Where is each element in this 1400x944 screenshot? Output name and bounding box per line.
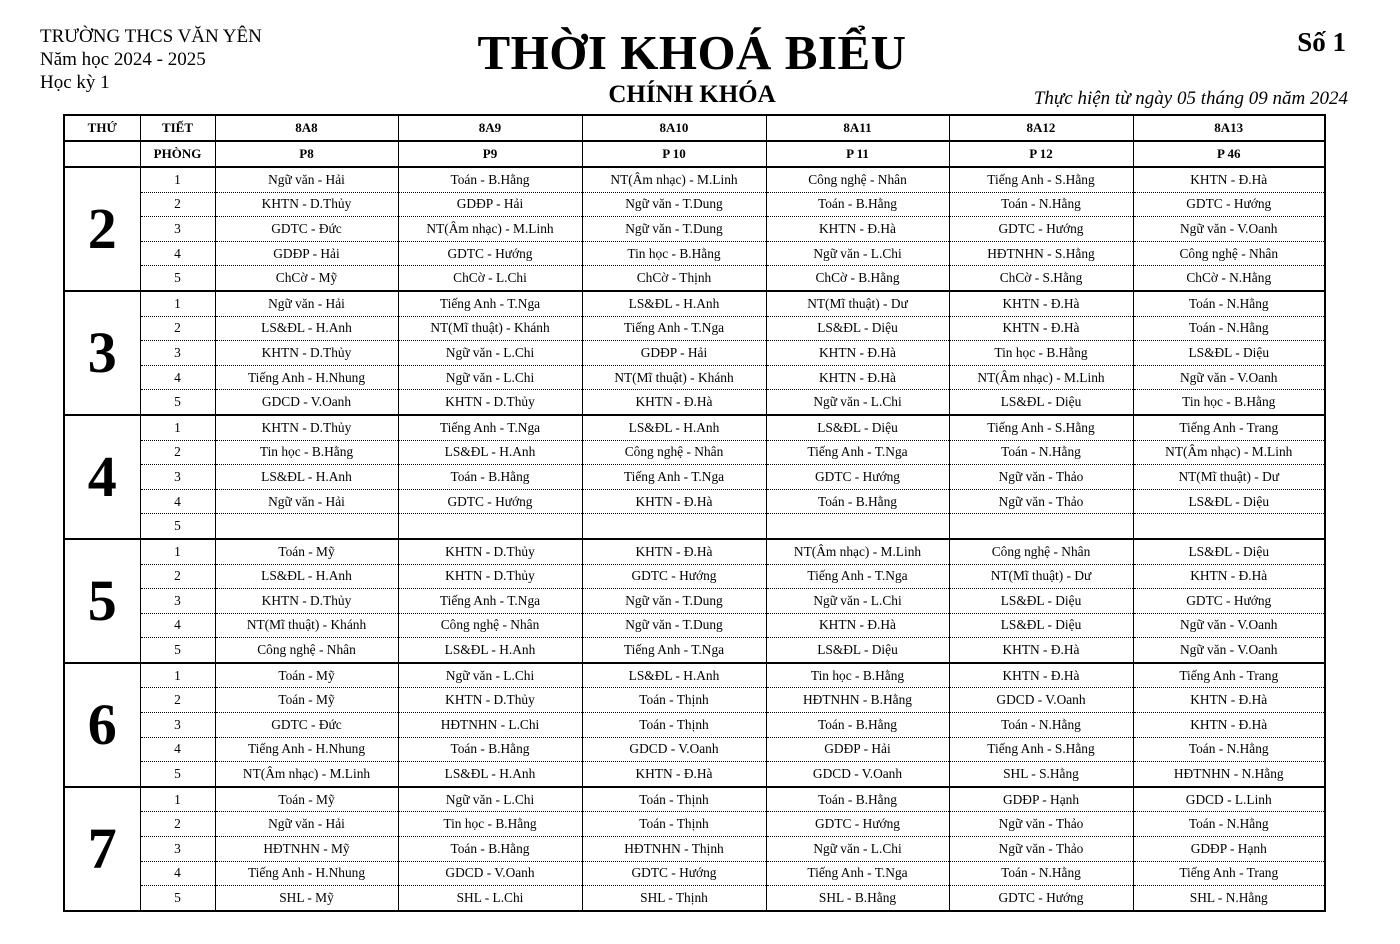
lesson-cell: Tiếng Anh - T.Nga xyxy=(766,440,949,465)
lesson-cell: LS&ĐL - H.Anh xyxy=(398,638,582,663)
lesson-cell: HĐTNHN - Mỹ xyxy=(215,837,398,862)
lesson-cell: HĐTNHN - Thịnh xyxy=(582,837,766,862)
lesson-cell: Ngữ văn - Hải xyxy=(215,812,398,837)
period-row xyxy=(64,465,1325,490)
lesson-cell: Tiếng Anh - T.Nga xyxy=(398,589,582,614)
lesson-cell: Ngữ văn - Hải xyxy=(215,489,398,514)
lesson-cell: HĐTNHN - L.Chi xyxy=(398,713,582,738)
page-subtitle: CHÍNH KHÓA xyxy=(608,81,776,108)
lesson-cell: NT(Mĩ thuật) - Dư xyxy=(1133,465,1325,490)
lesson-cell: KHTN - D.Thủy xyxy=(215,192,398,217)
lesson-cell: KHTN - Đ.Hà xyxy=(1133,688,1325,713)
lesson-cell: Ngữ văn - T.Dung xyxy=(582,613,766,638)
period-number: 4 xyxy=(140,737,215,762)
lesson-cell: Tiếng Anh - T.Nga xyxy=(582,638,766,663)
lesson-cell: NT(Âm nhạc) - M.Linh xyxy=(766,539,949,564)
lesson-cell: KHTN - Đ.Hà xyxy=(949,663,1133,688)
lesson-cell: KHTN - Đ.Hà xyxy=(582,539,766,564)
lesson-cell: Ngữ văn - Thảo xyxy=(949,837,1133,862)
lesson-cell: NT(Mĩ thuật) - Dư xyxy=(949,564,1133,589)
lesson-cell: Tin học - B.Hằng xyxy=(215,440,398,465)
lesson-cell: HĐTNHN - N.Hằng xyxy=(1133,762,1325,787)
period-number: 5 xyxy=(140,886,215,911)
lesson-cell: Ngữ văn - T.Dung xyxy=(582,192,766,217)
lesson-cell: KHTN - D.Thủy xyxy=(398,539,582,564)
period-number: 1 xyxy=(140,291,215,316)
period-row xyxy=(64,663,1325,688)
period-number: 1 xyxy=(140,167,215,192)
lesson-cell: Tiếng Anh - H.Nhung xyxy=(215,861,398,886)
lesson-cell: Công nghệ - Nhân xyxy=(766,167,949,192)
lesson-cell: Tiếng Anh - T.Nga xyxy=(582,465,766,490)
lesson-cell: Tiếng Anh - T.Nga xyxy=(398,291,582,316)
lesson-cell: LS&ĐL - Diệu xyxy=(766,638,949,663)
lesson-cell: ChCờ - L.Chi xyxy=(398,266,582,291)
lesson-cell: LS&ĐL - H.Anh xyxy=(582,415,766,440)
period-number: 3 xyxy=(140,589,215,614)
period-row xyxy=(64,688,1325,713)
lesson-cell: HĐTNHN - S.Hằng xyxy=(949,241,1133,266)
lesson-cell: Ngữ văn - V.Oanh xyxy=(1133,638,1325,663)
lesson-cell: Tin học - B.Hằng xyxy=(766,663,949,688)
period-row xyxy=(64,390,1325,415)
period-row xyxy=(64,613,1325,638)
period-number: 4 xyxy=(140,365,215,390)
lesson-cell: Ngữ văn - T.Dung xyxy=(582,589,766,614)
lesson-cell: Tiếng Anh - Trang xyxy=(1133,861,1325,886)
period-number: 4 xyxy=(140,241,215,266)
lesson-cell: GDTC - Hướng xyxy=(1133,589,1325,614)
lesson-cell xyxy=(949,514,1133,539)
lesson-cell: KHTN - Đ.Hà xyxy=(582,762,766,787)
period-row xyxy=(64,589,1325,614)
day-label: 2 xyxy=(64,167,140,291)
lesson-cell: NT(Âm nhạc) - M.Linh xyxy=(949,365,1133,390)
lesson-cell: Toán - B.Hằng xyxy=(398,465,582,490)
period-number: 2 xyxy=(140,812,215,837)
room-header: P9 xyxy=(398,141,582,167)
lesson-cell: Tin học - B.Hằng xyxy=(949,341,1133,366)
lesson-cell: NT(Âm nhạc) - M.Linh xyxy=(215,762,398,787)
lesson-cell: ChCờ - Thịnh xyxy=(582,266,766,291)
lesson-cell: Toán - N.Hằng xyxy=(1133,737,1325,762)
period-row xyxy=(64,514,1325,539)
lesson-cell: Ngữ văn - Thảo xyxy=(949,489,1133,514)
lesson-cell: Ngữ văn - Hải xyxy=(215,167,398,192)
class-header: 8A11 xyxy=(766,115,949,141)
lesson-cell: LS&ĐL - H.Anh xyxy=(582,663,766,688)
lesson-cell: GDĐP - Hạnh xyxy=(949,787,1133,812)
lesson-cell: Toán - Thịnh xyxy=(582,787,766,812)
lesson-cell: GDCD - V.Oanh xyxy=(582,737,766,762)
lesson-cell: LS&ĐL - Diệu xyxy=(949,589,1133,614)
period-number: 4 xyxy=(140,613,215,638)
lesson-cell: KHTN - D.Thủy xyxy=(398,688,582,713)
lesson-cell: Toán - B.Hằng xyxy=(766,787,949,812)
lesson-cell: LS&ĐL - Diệu xyxy=(1133,489,1325,514)
day-label: 5 xyxy=(64,539,140,663)
lesson-cell: Toán - N.Hằng xyxy=(1133,291,1325,316)
lesson-cell: Toán - N.Hằng xyxy=(949,713,1133,738)
lesson-cell: GDTC - Hướng xyxy=(1133,192,1325,217)
lesson-cell: Toán - N.Hằng xyxy=(949,440,1133,465)
lesson-cell: Tiếng Anh - T.Nga xyxy=(766,861,949,886)
lesson-cell: Tiếng Anh - T.Nga xyxy=(398,415,582,440)
lesson-cell xyxy=(582,514,766,539)
period-row xyxy=(64,192,1325,217)
period-row xyxy=(64,415,1325,440)
lesson-cell: GDCD - V.Oanh xyxy=(949,688,1133,713)
lesson-cell: Tin học - B.Hằng xyxy=(1133,390,1325,415)
period-row xyxy=(64,266,1325,291)
lesson-cell: SHL - Mỹ xyxy=(215,886,398,911)
period-number: 1 xyxy=(140,415,215,440)
lesson-cell: Ngữ văn - V.Oanh xyxy=(1133,613,1325,638)
period-number: 5 xyxy=(140,638,215,663)
class-header: 8A13 xyxy=(1133,115,1325,141)
lesson-cell: Ngữ văn - T.Dung xyxy=(582,217,766,242)
period-number: 2 xyxy=(140,564,215,589)
lesson-cell: NT(Âm nhạc) - M.Linh xyxy=(582,167,766,192)
lesson-cell: Toán - B.Hằng xyxy=(398,167,582,192)
lesson-cell: GDCD - V.Oanh xyxy=(215,390,398,415)
lesson-cell: GDTC - Hướng xyxy=(949,886,1133,911)
period-row xyxy=(64,291,1325,316)
lesson-cell: ChCờ - Mỹ xyxy=(215,266,398,291)
lesson-cell: Tiếng Anh - H.Nhung xyxy=(215,737,398,762)
lesson-cell: LS&ĐL - H.Anh xyxy=(398,440,582,465)
lesson-cell xyxy=(398,514,582,539)
lesson-cell: Công nghệ - Nhân xyxy=(215,638,398,663)
lesson-cell: Ngữ văn - V.Oanh xyxy=(1133,365,1325,390)
lesson-cell: KHTN - D.Thủy xyxy=(398,564,582,589)
lesson-cell: KHTN - Đ.Hà xyxy=(766,613,949,638)
period-row xyxy=(64,241,1325,266)
lesson-cell: Ngữ văn - L.Chi xyxy=(398,365,582,390)
lesson-cell: KHTN - Đ.Hà xyxy=(1133,564,1325,589)
school-year: Năm học 2024 - 2025 xyxy=(40,49,206,70)
lesson-cell: Tiếng Anh - H.Nhung xyxy=(215,365,398,390)
lesson-cell: Toán - B.Hằng xyxy=(766,489,949,514)
lesson-cell: SHL - B.Hằng xyxy=(766,886,949,911)
lesson-cell: SHL - N.Hằng xyxy=(1133,886,1325,911)
lesson-cell: KHTN - Đ.Hà xyxy=(1133,167,1325,192)
lesson-cell: KHTN - D.Thủy xyxy=(215,415,398,440)
lesson-cell: NT(Mĩ thuật) - Khánh xyxy=(582,365,766,390)
period-row xyxy=(64,762,1325,787)
room-header: P 12 xyxy=(949,141,1133,167)
period-number: 3 xyxy=(140,465,215,490)
lesson-cell: NT(Mĩ thuật) - Khánh xyxy=(398,316,582,341)
lesson-cell: SHL - L.Chi xyxy=(398,886,582,911)
col-day-header: THỨ xyxy=(64,115,140,141)
period-row xyxy=(64,167,1325,192)
period-number: 5 xyxy=(140,514,215,539)
lesson-cell: Tin học - B.Hằng xyxy=(398,812,582,837)
period-number: 3 xyxy=(140,217,215,242)
class-header-row xyxy=(64,115,1325,141)
period-number: 4 xyxy=(140,489,215,514)
period-number: 2 xyxy=(140,316,215,341)
class-header: 8A9 xyxy=(398,115,582,141)
period-number: 5 xyxy=(140,762,215,787)
period-row xyxy=(64,440,1325,465)
period-row xyxy=(64,837,1325,862)
class-header: 8A12 xyxy=(949,115,1133,141)
lesson-cell: LS&ĐL - H.Anh xyxy=(582,291,766,316)
lesson-cell: LS&ĐL - H.Anh xyxy=(215,316,398,341)
lesson-cell: KHTN - Đ.Hà xyxy=(949,291,1133,316)
lesson-cell: Tin học - B.Hằng xyxy=(582,241,766,266)
lesson-cell: Toán - Mỹ xyxy=(215,688,398,713)
col-room-header: PHÒNG xyxy=(140,141,215,167)
lesson-cell: GDĐP - Hạnh xyxy=(1133,837,1325,862)
lesson-cell: Toán - B.Hằng xyxy=(766,713,949,738)
period-row xyxy=(64,861,1325,886)
lesson-cell: Ngữ văn - L.Chi xyxy=(766,837,949,862)
period-number: 1 xyxy=(140,663,215,688)
lesson-cell: Toán - N.Hằng xyxy=(949,192,1133,217)
lesson-cell: Công nghệ - Nhân xyxy=(398,613,582,638)
lesson-cell: GDCD - V.Oanh xyxy=(398,861,582,886)
col-period-header: TIẾT xyxy=(140,115,215,141)
lesson-cell: NT(Âm nhạc) - M.Linh xyxy=(398,217,582,242)
lesson-cell: KHTN - Đ.Hà xyxy=(582,390,766,415)
lesson-cell: GDTC - Hướng xyxy=(766,812,949,837)
lesson-cell: Toán - B.Hằng xyxy=(766,192,949,217)
period-row xyxy=(64,737,1325,762)
period-row xyxy=(64,365,1325,390)
period-row xyxy=(64,217,1325,242)
room-header: P 10 xyxy=(582,141,766,167)
lesson-cell: Toán - N.Hằng xyxy=(1133,316,1325,341)
lesson-cell: LS&ĐL - H.Anh xyxy=(215,465,398,490)
period-number: 1 xyxy=(140,539,215,564)
period-row xyxy=(64,812,1325,837)
lesson-cell: KHTN - Đ.Hà xyxy=(766,217,949,242)
period-number: 1 xyxy=(140,787,215,812)
lesson-cell: HĐTNHN - B.Hằng xyxy=(766,688,949,713)
lesson-cell: GDTC - Hướng xyxy=(582,564,766,589)
period-row xyxy=(64,539,1325,564)
lesson-cell: Toán - Mỹ xyxy=(215,787,398,812)
lesson-cell: SHL - S.Hằng xyxy=(949,762,1133,787)
lesson-cell: GDTC - Hướng xyxy=(398,489,582,514)
lesson-cell: Tiếng Anh - Trang xyxy=(1133,663,1325,688)
lesson-cell: Tiếng Anh - Trang xyxy=(1133,415,1325,440)
lesson-cell: ChCờ - S.Hằng xyxy=(949,266,1133,291)
room-header: P8 xyxy=(215,141,398,167)
day-label: 4 xyxy=(64,415,140,539)
period-number: 2 xyxy=(140,688,215,713)
school-name: TRƯỜNG THCS VĂN YÊN xyxy=(40,26,262,47)
lesson-cell: ChCờ - N.Hằng xyxy=(1133,266,1325,291)
timetable xyxy=(63,114,1326,912)
lesson-cell: Toán - Mỹ xyxy=(215,539,398,564)
schedule-number: Số 1 xyxy=(1297,27,1346,57)
period-number: 3 xyxy=(140,837,215,862)
lesson-cell: LS&ĐL - Diệu xyxy=(766,316,949,341)
lesson-cell: GDĐP - Hải xyxy=(215,241,398,266)
lesson-cell: NT(Mĩ thuật) - Khánh xyxy=(215,613,398,638)
lesson-cell: Toán - Thịnh xyxy=(582,713,766,738)
timetable-body xyxy=(64,115,1325,911)
lesson-cell: GDTC - Hướng xyxy=(766,465,949,490)
lesson-cell: Ngữ văn - Thảo xyxy=(949,812,1133,837)
lesson-cell: LS&ĐL - Diệu xyxy=(949,613,1133,638)
room-header: P 11 xyxy=(766,141,949,167)
lesson-cell: KHTN - Đ.Hà xyxy=(949,638,1133,663)
period-row xyxy=(64,638,1325,663)
school-term: Học kỳ 1 xyxy=(40,72,110,93)
lesson-cell: GDĐP - Hải xyxy=(766,737,949,762)
period-row xyxy=(64,713,1325,738)
lesson-cell: Tiếng Anh - T.Nga xyxy=(582,316,766,341)
period-number: 2 xyxy=(140,192,215,217)
lesson-cell: Toán - Thịnh xyxy=(582,688,766,713)
lesson-cell: Ngữ văn - L.Chi xyxy=(766,390,949,415)
lesson-cell: NT(Mĩ thuật) - Dư xyxy=(766,291,949,316)
lesson-cell: KHTN - D.Thủy xyxy=(215,589,398,614)
day-label: 7 xyxy=(64,787,140,911)
lesson-cell: GDĐP - Hải xyxy=(398,192,582,217)
room-header: P 46 xyxy=(1133,141,1325,167)
day-label: 6 xyxy=(64,663,140,787)
lesson-cell xyxy=(766,514,949,539)
lesson-cell: GDCD - L.Linh xyxy=(1133,787,1325,812)
day-label: 3 xyxy=(64,291,140,415)
lesson-cell: ChCờ - B.Hằng xyxy=(766,266,949,291)
period-number: 3 xyxy=(140,341,215,366)
empty-header-cell xyxy=(64,141,140,167)
lesson-cell: Toán - B.Hằng xyxy=(398,737,582,762)
lesson-cell: Công nghệ - Nhân xyxy=(582,440,766,465)
effective-date: Thực hiện từ ngày 05 tháng 09 năm 2024 xyxy=(1033,88,1348,109)
lesson-cell: Ngữ văn - L.Chi xyxy=(398,663,582,688)
room-header-row xyxy=(64,141,1325,167)
lesson-cell: LS&ĐL - Diệu xyxy=(1133,539,1325,564)
period-row xyxy=(64,341,1325,366)
period-number: 4 xyxy=(140,861,215,886)
class-header: 8A8 xyxy=(215,115,398,141)
page-title: THỜI KHOÁ BIỂU xyxy=(477,25,907,80)
lesson-cell: LS&ĐL - H.Anh xyxy=(398,762,582,787)
lesson-cell xyxy=(215,514,398,539)
period-row xyxy=(64,316,1325,341)
lesson-cell: SHL - Thịnh xyxy=(582,886,766,911)
lesson-cell: NT(Âm nhạc) - M.Linh xyxy=(1133,440,1325,465)
lesson-cell: GDTC - Đức xyxy=(215,713,398,738)
lesson-cell: LS&ĐL - Diệu xyxy=(1133,341,1325,366)
lesson-cell: Toán - Mỹ xyxy=(215,663,398,688)
lesson-cell: GDTC - Hướng xyxy=(398,241,582,266)
period-row xyxy=(64,489,1325,514)
lesson-cell: LS&ĐL - Diệu xyxy=(766,415,949,440)
lesson-cell: Ngữ văn - Hải xyxy=(215,291,398,316)
lesson-cell: Toán - N.Hằng xyxy=(949,861,1133,886)
lesson-cell: Công nghệ - Nhân xyxy=(1133,241,1325,266)
lesson-cell: GDTC - Hướng xyxy=(582,861,766,886)
lesson-cell: LS&ĐL - H.Anh xyxy=(215,564,398,589)
lesson-cell: Tiếng Anh - S.Hằng xyxy=(949,415,1133,440)
period-number: 5 xyxy=(140,266,215,291)
period-row xyxy=(64,564,1325,589)
lesson-cell: KHTN - Đ.Hà xyxy=(766,365,949,390)
lesson-cell: Tiếng Anh - T.Nga xyxy=(766,564,949,589)
lesson-cell: Công nghệ - Nhân xyxy=(949,539,1133,564)
lesson-cell: Ngữ văn - L.Chi xyxy=(766,241,949,266)
lesson-cell: KHTN - D.Thủy xyxy=(398,390,582,415)
period-number: 5 xyxy=(140,390,215,415)
lesson-cell: GDCD - V.Oanh xyxy=(766,762,949,787)
lesson-cell: GDTC - Đức xyxy=(215,217,398,242)
lesson-cell: Ngữ văn - Thảo xyxy=(949,465,1133,490)
period-row xyxy=(64,886,1325,911)
lesson-cell: Toán - B.Hằng xyxy=(398,837,582,862)
lesson-cell: KHTN - D.Thủy xyxy=(215,341,398,366)
lesson-cell: Toán - Thịnh xyxy=(582,812,766,837)
lesson-cell: KHTN - Đ.Hà xyxy=(582,489,766,514)
period-row xyxy=(64,787,1325,812)
lesson-cell: KHTN - Đ.Hà xyxy=(1133,713,1325,738)
lesson-cell: LS&ĐL - Diệu xyxy=(949,390,1133,415)
lesson-cell xyxy=(1133,514,1325,539)
period-number: 2 xyxy=(140,440,215,465)
lesson-cell: GDTC - Hướng xyxy=(949,217,1133,242)
lesson-cell: KHTN - Đ.Hà xyxy=(949,316,1133,341)
lesson-cell: Tiếng Anh - S.Hằng xyxy=(949,737,1133,762)
period-number: 3 xyxy=(140,713,215,738)
lesson-cell: Ngữ văn - L.Chi xyxy=(766,589,949,614)
lesson-cell: GDĐP - Hải xyxy=(582,341,766,366)
lesson-cell: Ngữ văn - V.Oanh xyxy=(1133,217,1325,242)
lesson-cell: Toán - N.Hằng xyxy=(1133,812,1325,837)
class-header: 8A10 xyxy=(582,115,766,141)
lesson-cell: Tiếng Anh - S.Hằng xyxy=(949,167,1133,192)
lesson-cell: Ngữ văn - L.Chi xyxy=(398,341,582,366)
lesson-cell: KHTN - Đ.Hà xyxy=(766,341,949,366)
lesson-cell: Ngữ văn - L.Chi xyxy=(398,787,582,812)
